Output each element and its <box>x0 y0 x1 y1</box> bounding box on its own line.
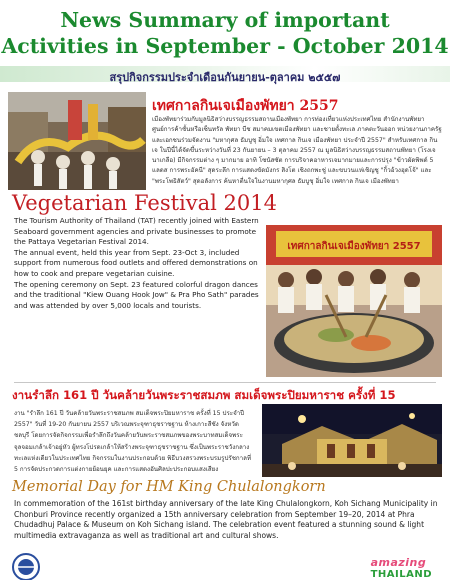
festival-parade-photo <box>8 92 146 190</box>
memorial-day-heading: Memorial Day for HM King Chulalongkorn <box>12 479 326 495</box>
night-palace-show-photo <box>262 404 442 477</box>
page-title-line1: News Summary of important <box>60 8 390 32</box>
thai-subtitle: สรุปกิจกรรมประจำเดือนกันยายน-ตุลาคม ๒๕๕๗ <box>109 71 341 84</box>
wok-banner-text: เทศกาลกินเจเมืองพัทยา 2557 <box>287 241 421 252</box>
brand-line-1: amazing <box>370 556 427 569</box>
vegetarian-festival-body <box>14 216 264 311</box>
page-title-line2: Activities in September - October 2014 <box>1 34 449 58</box>
tat-logo <box>8 550 44 580</box>
page-header <box>0 0 450 84</box>
giant-wok-cooking-photo <box>266 225 442 377</box>
section-divider <box>14 382 436 383</box>
pattaya-festival-thai-heading: เทศกาลกินเจเมืองพัทยา 2557 <box>152 98 339 114</box>
memorial-day-body: In commemoration of the 161st birthday anniversary of the late King Chulalongkorn, Koh Sichang Municipality in Chonburi Province recently organized a 15th anniversary celebration from September 19–20, 2014 at Phra Chudadhuj Palace & Museum on Koh Sichang island. The celebration event featured a stunning sound & light multimedia extravaganza as well as traditional art and cultural shows. <box>14 499 438 540</box>
brand-line-2: THAILAND <box>370 569 432 580</box>
vegetarian-paragraph-1: The Tourism Authority of Thailand (TAT) recently joined with Eastern Seaboard government agencies and private businesses to promote the Pattaya Vegetarian Festival 2014. <box>14 216 259 247</box>
koh-sichang-thai-body: งาน "รำลึก 161 ปี วันคล้ายวันพระราชสมภพ สมเด็จพระปิยมหาราช ครั้งที่ 15 ประจำปี 2557" วันที่ 19-20 กันยายน 2557 บริเวณพระจุฑาธุชราชฐาน ห้างเกาะสีชัง จังหวัดชลบุรี โดยการจัดกิจกรรมเพื่อรำลึกถึงวันคล้ายวันพระราชสมภพของพระบาทสมเด็จพระจุลจอมเกล้าเจ้าอยู่หัว ผู้ทรงโปรดเกล้าให้สร้างพระจุฑาธุชราชฐาน ซึ่งเป็นพระราชวังกลางทะเลแห่งเดียวในประเทศไทย กิจกรรมในงานประกอบด้วย พิธีบวงสรวงพระบรมรูปรัชกาลที่ 5 การจัดประกวดการแต่งกายย้อนยุค และการแสดงอันศิลปะประกอบแสงเสียง <box>14 410 252 474</box>
vegetarian-paragraph-3: The opening ceremony on Sept. 23 featured colorful dragon dances and the traditional "Kiew Ouang Hook Jow" & Pra Pho Sath" parades and was attended by over 5,000 locals and tourists. <box>14 279 259 310</box>
pattaya-festival-thai-body: เมืองพัทยาร่วมกับมูลนิธิสว่างบรรญธรรมสถานเมืองพัทยา การท่องเที่ยวแห่งประเทศไทย สำนักงานพัทยา ศูนย์การค้าชั้นหรือเซ็นทรัล พัทยา บีช สมาคมเขตเมืองพัทยา และชายตั้งทะเล ภาคตะวันออก หน่วยงานภาครัฐและเอกชนร่วมจัดงาน "มหากุศล ธัมบูชุ อิ่มใจ เทศกาล กินเจ เมืองพัทยา ประจำปี 2557" สำหรับเทศกาล กินเจ ในปีนี้ได้จัดขึ้นระหว่างวันที่ 23 กันยายน – 3 ตุลาคม 2557 ณ มูลนิธิสว่างบรรญธรรมสถานพัทยา (โรงเจนาเกลือ) มีกิจกรรมต่าง ๆ มากมาย อาทิ โซนัสซัต การบริจาคอาหารเจมากมายและการปรุง "ข้าวผัดพิพด์ 5 แลดส การพระอัคนี" สุดระลึก การแสดงขัดมังกร สิงโต เชิงถกพะชู่ และขบวนแห่เชิญชู "กิ้วอ้วงฮุดโจ้" และ "พระโพธิสัตว์" สุดอลังการ ค้นหาตื่นใจในงานมหากุศล ธัมบูชุ อิ่มใจ เทศกาล กินเจ เมืองพัทยา <box>152 116 442 185</box>
amazing-thailand-logo <box>371 556 432 580</box>
vegetarian-festival-heading: Vegetarian Festival 2014 <box>12 191 277 215</box>
vegetarian-paragraph-2: The annual event, held this year from Sept. 23-Oct 3, included support from numerous food outlets and offered demonstrations on how to cook and prepare vegetarian cuisine. <box>14 247 258 278</box>
koh-sichang-thai-heading: งานรำลึก 161 ปี วันคล้ายวันพระราชสมภพ สมเด็จพระปิยมหาราช ครั้งที่ 15 <box>12 388 396 402</box>
